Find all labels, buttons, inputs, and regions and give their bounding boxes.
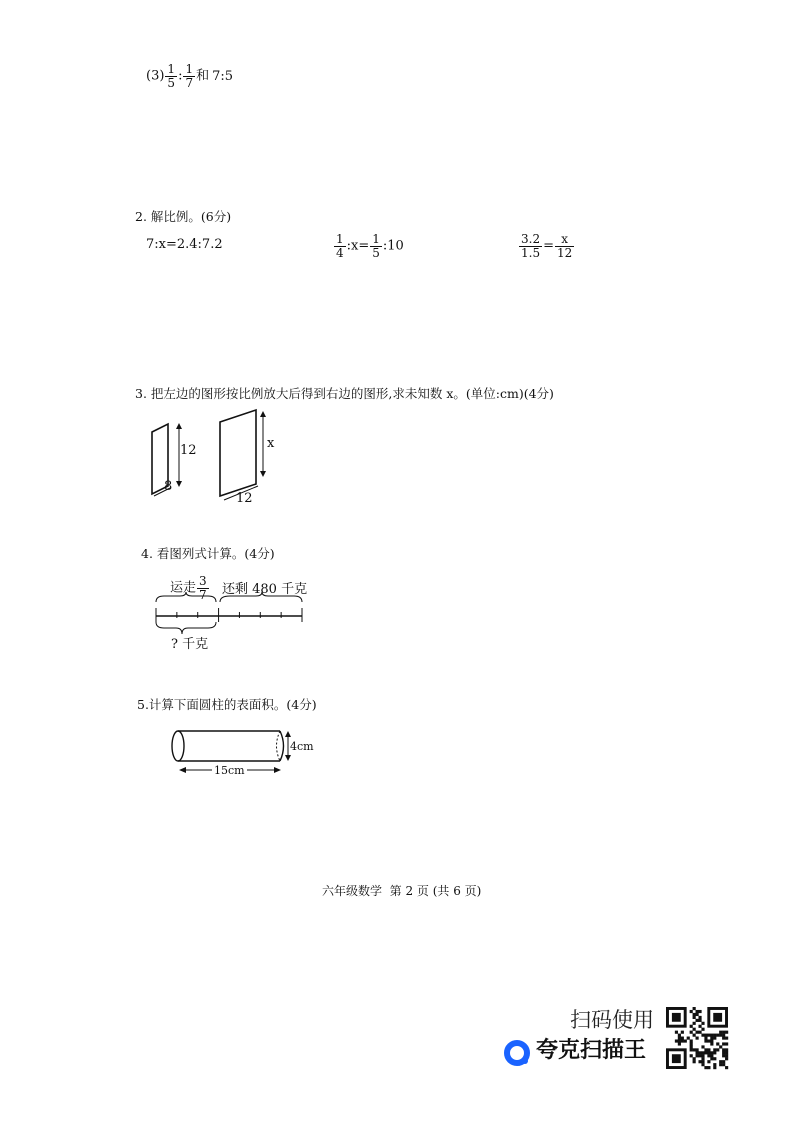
qr-module bbox=[696, 1010, 699, 1013]
q4-segment-diagram bbox=[150, 592, 310, 640]
qr-module bbox=[684, 1039, 687, 1042]
qr-module bbox=[707, 1060, 710, 1063]
qr-module bbox=[696, 1054, 699, 1057]
qr-module bbox=[693, 1016, 696, 1019]
q5-length-label: 15cm bbox=[214, 764, 245, 777]
qr-module bbox=[698, 1060, 701, 1063]
q3-right-height: x bbox=[267, 436, 275, 451]
qr-module bbox=[722, 1048, 725, 1051]
qr-module bbox=[722, 1034, 725, 1037]
qr-module bbox=[681, 1037, 684, 1040]
qr-module bbox=[704, 1037, 707, 1040]
qr-module bbox=[693, 1028, 696, 1031]
q4-unknown-label: ? 千克 bbox=[171, 637, 209, 652]
q4-title: 4. 看图列式计算。(4分) bbox=[141, 546, 275, 561]
qr-module bbox=[701, 1045, 704, 1048]
q5-cylinder-hidden-edge bbox=[277, 731, 281, 761]
qr-module bbox=[701, 1063, 704, 1066]
qr-module bbox=[710, 1057, 713, 1060]
qr-module bbox=[693, 1013, 696, 1016]
qr-module bbox=[707, 1051, 710, 1054]
qr-module bbox=[725, 1066, 728, 1069]
qr-module bbox=[690, 1045, 693, 1048]
qr-module bbox=[693, 1048, 696, 1051]
qr-module bbox=[696, 1031, 699, 1034]
q3-title: 3. 把左边的图形按比例放大后得到右边的图形,求未知数 x。(单位:cm)(4分) bbox=[135, 386, 554, 401]
brand-logo bbox=[504, 1040, 530, 1066]
qr-module bbox=[725, 1051, 728, 1054]
qr-module bbox=[690, 1048, 693, 1051]
qr-module bbox=[701, 1034, 704, 1037]
qr-module bbox=[701, 1051, 704, 1054]
qr-module bbox=[693, 1060, 696, 1063]
qr-module bbox=[707, 1066, 710, 1069]
qr-module bbox=[690, 1042, 693, 1045]
qr-module bbox=[713, 1051, 716, 1054]
qr-module bbox=[678, 1034, 681, 1037]
q3-right-width: 12 bbox=[236, 491, 253, 506]
q2-equation-3: $\frac{3.2}{1.5}$ = $\frac{x}{12}$ bbox=[521, 232, 573, 260]
q5-title: 5.计算下面圆柱的表面积。(4分) bbox=[137, 697, 317, 712]
qr-module bbox=[719, 1060, 722, 1063]
qr-module bbox=[704, 1039, 707, 1042]
qr-module bbox=[710, 1042, 713, 1045]
qr-module bbox=[690, 1025, 693, 1028]
qr-module bbox=[713, 1063, 716, 1066]
qr-module bbox=[678, 1042, 681, 1045]
q5-cylinder-left-end bbox=[172, 731, 184, 761]
q3-right-shape bbox=[220, 410, 256, 496]
brand-text: 夸克扫描王 bbox=[536, 1038, 647, 1063]
qr-module bbox=[698, 1010, 701, 1013]
qr-module bbox=[716, 1042, 719, 1045]
qr-module bbox=[722, 1060, 725, 1063]
qr-module bbox=[722, 1063, 725, 1066]
qr-module bbox=[698, 1016, 701, 1019]
qr-module bbox=[681, 1039, 684, 1042]
qr-module bbox=[704, 1066, 707, 1069]
qr-module bbox=[707, 1039, 710, 1042]
qr-module bbox=[696, 1013, 699, 1016]
qr-module bbox=[696, 1037, 699, 1040]
part3-label: (3) bbox=[146, 68, 165, 84]
q4-taken-label: 运走 $\frac{3}{7}$ bbox=[170, 574, 207, 602]
qr-module bbox=[722, 1031, 725, 1034]
qr-finder bbox=[672, 1054, 681, 1063]
qr-module bbox=[707, 1034, 710, 1037]
qr-module bbox=[675, 1031, 678, 1034]
page-footer: 六年级数学 第 2 页 (共 6 页) bbox=[322, 884, 482, 898]
q4-top-brace-right bbox=[220, 592, 302, 602]
q3-left-height: 12 bbox=[180, 443, 197, 458]
qr-module bbox=[701, 1057, 704, 1060]
qr-module bbox=[725, 1042, 728, 1045]
qr-module bbox=[696, 1048, 699, 1051]
qr-module bbox=[693, 1034, 696, 1037]
qr-module bbox=[710, 1054, 713, 1057]
qr-module bbox=[687, 1037, 690, 1040]
qr-module bbox=[722, 1037, 725, 1040]
qr-module bbox=[725, 1037, 728, 1040]
scan-text: 扫码使用 bbox=[570, 1008, 654, 1032]
qr-module bbox=[696, 1019, 699, 1022]
qr-module bbox=[690, 1031, 693, 1034]
quark-logo-icon bbox=[504, 1040, 530, 1066]
qr-module bbox=[719, 1045, 722, 1048]
q2-equation-1: 7:x=2.4:7.2 bbox=[146, 237, 223, 252]
qr-module bbox=[722, 1054, 725, 1057]
qr-finder bbox=[672, 1013, 681, 1022]
qr-module bbox=[710, 1034, 713, 1037]
q4-bottom-brace bbox=[156, 622, 216, 634]
qr-module bbox=[725, 1048, 728, 1051]
qr-module bbox=[707, 1048, 710, 1051]
qr-module bbox=[693, 1007, 696, 1010]
qr-module bbox=[696, 1051, 699, 1054]
qr-module bbox=[719, 1034, 722, 1037]
qr-module bbox=[725, 1057, 728, 1060]
qr-module bbox=[698, 1051, 701, 1054]
qr-module bbox=[707, 1054, 710, 1057]
qr-module bbox=[704, 1048, 707, 1051]
q3-left-width: 8 bbox=[164, 479, 173, 494]
q2-title: 2. 解比例。(6分) bbox=[135, 209, 232, 224]
qr-module bbox=[678, 1037, 681, 1040]
qr-module bbox=[704, 1034, 707, 1037]
qr-module bbox=[693, 1057, 696, 1060]
qr-module bbox=[713, 1037, 716, 1040]
qr-module bbox=[710, 1051, 713, 1054]
qr-module bbox=[681, 1031, 684, 1034]
part3-line: (3) $\frac{1}{5}$ : $\frac{1}{7}$ 和 7:5 bbox=[146, 62, 234, 90]
qr-module bbox=[693, 1022, 696, 1025]
qr-module bbox=[678, 1039, 681, 1042]
qr-module bbox=[713, 1057, 716, 1060]
qr-module bbox=[690, 1039, 693, 1042]
qr-module bbox=[698, 1031, 701, 1034]
qr-module bbox=[704, 1051, 707, 1054]
qr-module bbox=[698, 1025, 701, 1028]
qr-module bbox=[722, 1051, 725, 1054]
qr-module bbox=[701, 1054, 704, 1057]
qr-module bbox=[713, 1048, 716, 1051]
qr-module bbox=[710, 1039, 713, 1042]
q5-diameter-label: 4cm bbox=[290, 740, 314, 753]
q4-ticks bbox=[156, 608, 302, 622]
qr-module bbox=[716, 1048, 719, 1051]
qr-module bbox=[710, 1037, 713, 1040]
qr-module bbox=[719, 1063, 722, 1066]
qr-module bbox=[690, 1054, 693, 1057]
qr-module bbox=[713, 1066, 716, 1069]
part3-fraction-2: $\frac{1}{7}$ bbox=[185, 62, 194, 90]
qr-module bbox=[701, 1028, 704, 1031]
qr-module bbox=[725, 1054, 728, 1057]
qr-module bbox=[698, 1019, 701, 1022]
qr-module bbox=[722, 1042, 725, 1045]
qr-code-icon bbox=[666, 1007, 728, 1069]
qr-module bbox=[675, 1039, 678, 1042]
qr-module bbox=[690, 1010, 693, 1013]
qr-module bbox=[698, 1054, 701, 1057]
qr-finder bbox=[713, 1013, 722, 1022]
q5-cylinder-right-end bbox=[280, 731, 284, 761]
qr-module bbox=[719, 1031, 722, 1034]
qr-module bbox=[716, 1034, 719, 1037]
q4-top-brace-left bbox=[156, 592, 216, 602]
qr-module bbox=[725, 1031, 728, 1034]
qr-module bbox=[701, 1060, 704, 1063]
qr-module bbox=[713, 1034, 716, 1037]
part3-fraction-1: $\frac{1}{5}$ bbox=[167, 62, 176, 90]
q2-equation-2: $\frac{1}{4}$ :x= $\frac{1}{5}$ :10 bbox=[336, 232, 404, 260]
q4-remaining-label: 还剩 480 千克 bbox=[222, 582, 308, 597]
qr-module bbox=[701, 1022, 704, 1025]
